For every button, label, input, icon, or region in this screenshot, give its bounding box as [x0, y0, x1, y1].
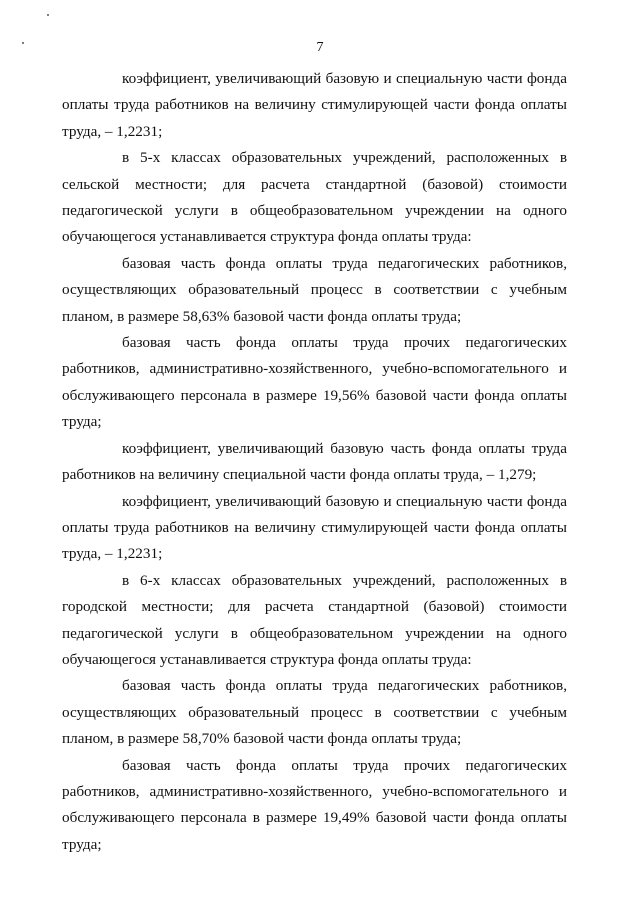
paragraph: коэффициент, увеличивающий базовую часть фонда оплаты труда работников на величину специальной части фонда оплаты труда, – 1,279; — [62, 439, 567, 484]
page-number: 7 — [316, 40, 324, 55]
paragraph: базовая часть фонда оплаты труда прочих педагогических работников, административно-хозяйственного, учебно-вспомогательного и обслуживающего персонала в размере 19,49% базовой части фонда оплаты труда; — [62, 756, 567, 853]
scan-artifact — [47, 14, 49, 16]
paragraph: коэффициент, увеличивающий базовую и специальную части фонда оплаты труда работников на величину стимулирующей части фонда оплаты труда, – 1,2231; — [62, 492, 567, 563]
paragraph: в 5-х классах образовательных учреждений, расположенных в сельской местности; для расчета стандартной (базовой) стоимости педагогической услуги в общеобразовательном учреждении на одного обучающегося устанавливается структура фонда оплаты труда: — [62, 149, 567, 246]
paragraph: базовая часть фонда оплаты труда педагогических работников, осуществляющих образовательный процесс в соответствии с учебным планом, в размере 58,63% базовой части фонда оплаты труда; — [62, 254, 567, 325]
paragraph: коэффициент, увеличивающий базовую и специальную части фонда оплаты труда работников на величину стимулирующей части фонда оплаты труда, – 1,2231; — [62, 70, 567, 140]
paragraph: базовая часть фонда оплаты труда прочих педагогических работников, административно-хозяйственного, учебно-вспомогательного и обслуживающего персонала в размере 19,56% базовой части фонда оплаты труда; — [62, 334, 567, 431]
paragraph: базовая часть фонда оплаты труда педагогических работников, осуществляющих образовательный процесс в соответствии с учебным планом, в размере 58,70% базовой части фонда оплаты труда; — [62, 677, 567, 748]
document-body — [62, 66, 567, 858]
paragraph: в 6-х классах образовательных учреждений, расположенных в городской местности; для расчета стандартной (базовой) стоимости педагогической услуги в общеобразовательном учреждении на одного обучающегося устанавливается структура фонда оплаты труда: — [62, 571, 567, 668]
